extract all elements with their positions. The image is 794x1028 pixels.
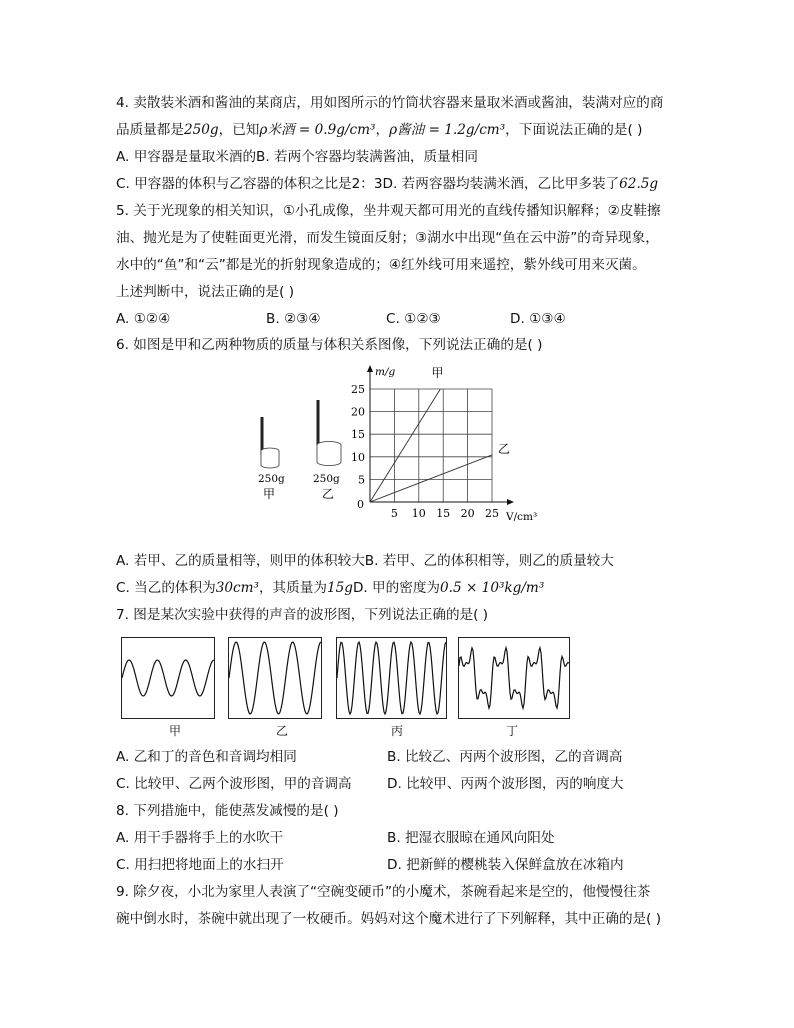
- mass-volume-chart: [350, 362, 550, 527]
- chart-grid: [370, 389, 492, 502]
- q4-text-b: ，已知: [218, 122, 260, 138]
- q6-option-b: B. 若甲、乙的体积相等，则乙的质量较大: [364, 553, 614, 569]
- q6-option-c: C. 当乙的体积为: [116, 580, 216, 596]
- q7-option-b: B. 比较乙、丙两个波形图，乙的音调高: [387, 749, 623, 765]
- q6-options-cd: [116, 579, 544, 597]
- series-line-yi: [370, 455, 492, 502]
- waveform-jia: [121, 637, 215, 719]
- q8-line-1: 8. 下列措施中，能使蒸发减慢的是( ): [116, 803, 339, 819]
- q4-line-1: 4. 卖散装米酒和酱油的某商店，用如图所示的竹筒状容器来量取米酒或酱油，装满对应的商: [116, 95, 664, 111]
- waveform-label-bing: 丙: [390, 724, 403, 738]
- series-line-jia: [370, 389, 440, 502]
- q6-options-ab: [116, 552, 614, 570]
- q4-text-d: ，下面说法正确的是( ): [505, 122, 643, 138]
- q5-option-c: C. ①②③: [386, 311, 441, 327]
- y-tick-label: 5: [358, 473, 365, 487]
- origin-label: 0: [357, 498, 364, 511]
- q8-option-d: D. 把新鲜的樱桃装入保鲜盒放在冰箱内: [387, 857, 624, 873]
- series-label-yi: 乙: [498, 441, 511, 456]
- y-tick-label: 20: [351, 405, 365, 419]
- q4-text-c: ，: [375, 122, 390, 138]
- q9-line-1: 9. 除夕夜，小北为家里人表演了“空碗变硬币”的小魔术，茶碗看起来是空的，他慢慢往茶: [116, 884, 651, 900]
- x-tick-label: 5: [390, 507, 398, 520]
- q4-option-b: B. 若两个容器均装满酱油，质量相同: [256, 149, 478, 165]
- y-tick-label: 10: [351, 450, 365, 464]
- container-jia-mass: 250g: [258, 473, 285, 485]
- q7-option-a: A. 乙和丁的音色和音调均相同: [116, 749, 297, 765]
- waveform-yi: [228, 637, 322, 719]
- waveform-ding-line: [459, 648, 569, 708]
- container-yi-mass: 250g: [313, 473, 340, 485]
- x-tick-label: 10: [411, 507, 426, 520]
- q7-option-c: C. 比较甲、乙两个波形图，甲的音调高: [116, 776, 352, 792]
- waveform-ding: [458, 637, 570, 719]
- q5-option-a: A. ①②④: [116, 311, 171, 327]
- q5-option-d: D. ①③④: [510, 311, 566, 327]
- q6-option-c-volume: 30cm³: [215, 580, 259, 596]
- q6-line-1: 6. 如图是甲和乙两种物质的质量与体积关系图像，下列说法正确的是( ): [116, 337, 543, 353]
- q4-text-a: 品质量都是: [116, 122, 184, 138]
- containers-figure: [250, 395, 350, 510]
- waveform-jia-plot: [122, 638, 214, 718]
- q4-option-d-value: 62.5g: [619, 176, 659, 192]
- q7-line-1: 7. 图是某次实验中获得的声音的波形图，下列说法正确的是( ): [116, 607, 489, 623]
- container-yi-body: [317, 445, 341, 466]
- q4-option-c: C. 甲容器的体积与乙容器的体积之比是2：3: [116, 176, 383, 192]
- container-jia-body: [261, 451, 279, 468]
- waveform-yi-plot: [229, 638, 321, 718]
- series-label-jia: 甲: [431, 366, 444, 380]
- q4-rho-soy: ρ酱油 = 1.2g/cm³: [389, 122, 506, 138]
- x-tick-label: 25: [485, 507, 499, 520]
- waveform-bing-line: [337, 642, 446, 714]
- y-tick-label: 15: [351, 428, 365, 442]
- q6-option-d-value: 0.5 × 10³kg/m³: [440, 580, 545, 596]
- x-tick-label: 15: [436, 507, 451, 520]
- y-tick-label: 25: [351, 383, 365, 396]
- q6-option-d: D. 甲的密度为: [352, 580, 441, 596]
- q5-option-b: B. ②③④: [266, 311, 321, 327]
- q8-option-c: C. 用扫把将地面上的水扫开: [116, 857, 284, 873]
- q8-option-b: B. 把湿衣服晾在通风向阳处: [387, 830, 555, 846]
- q4-option-d: D. 若两容器均装满米酒，乙比甲多装了: [382, 176, 620, 192]
- waveform-jia-line: [122, 660, 214, 696]
- waveform-label-ding: 丁: [505, 724, 518, 738]
- waveform-label-jia: 甲: [168, 724, 181, 738]
- q6-option-c-text: ，其质量为: [258, 580, 327, 596]
- q6-option-a: A. 若甲、乙的质量相等，则甲的体积较大: [116, 553, 365, 569]
- y-axis-label: m/g: [375, 366, 396, 378]
- q9-line-2: 碗中倒水时，茶碗中就出现了一枚硬币。妈妈对这个魔术进行了下列解释，其中正确的是( ): [116, 911, 662, 927]
- q4-mass: 250g: [183, 122, 219, 138]
- q4-rho-wine: ρ米酒 = 0.9g/cm³: [259, 122, 376, 138]
- q4-line-2: [116, 121, 642, 139]
- q4-options-ab: [116, 148, 478, 166]
- q4-option-a: A. 甲容器是量取米酒的: [116, 149, 257, 165]
- q6-option-c-mass: 15g: [326, 580, 353, 596]
- q5-line-4: 上述判断中，说法正确的是( ): [116, 284, 295, 300]
- waveform-bing-plot: [337, 638, 446, 718]
- waveform-ding-plot: [459, 638, 569, 718]
- q8-option-a: A. 用干手器将手上的水吹干: [116, 830, 284, 846]
- container-jia-label: 甲: [263, 487, 276, 501]
- x-axis-label: V/cm³: [506, 511, 538, 523]
- waveform-label-yi: 乙: [275, 724, 288, 738]
- q5-line-2: 油、抛光是为了使鞋面更光滑，而发生镜面反射；③湖水中出现“鱼在云中游”的奇异现象，: [116, 230, 659, 246]
- x-tick-label: 20: [460, 507, 475, 520]
- y-axis-arrow: [367, 365, 373, 372]
- waveform-bing: [336, 637, 447, 719]
- waveform-yi-line: [229, 642, 321, 714]
- q5-line-1: 5. 关于光现象的相关知识，①小孔成像，坐井观天都可用光的直线传播知识解释；②皮鞋擦: [116, 203, 661, 219]
- x-axis-arrow: [507, 499, 514, 505]
- container-yi-label: 乙: [322, 487, 335, 501]
- q4-options-cd: [116, 175, 658, 193]
- q7-option-d: D. 比较甲、丙两个波形图，丙的响度大: [387, 776, 624, 792]
- q5-line-3: 水中的“鱼”和“云”都是光的折射现象造成的；④红外线可用来遥控，紫外线可用来灭菌。: [116, 257, 646, 273]
